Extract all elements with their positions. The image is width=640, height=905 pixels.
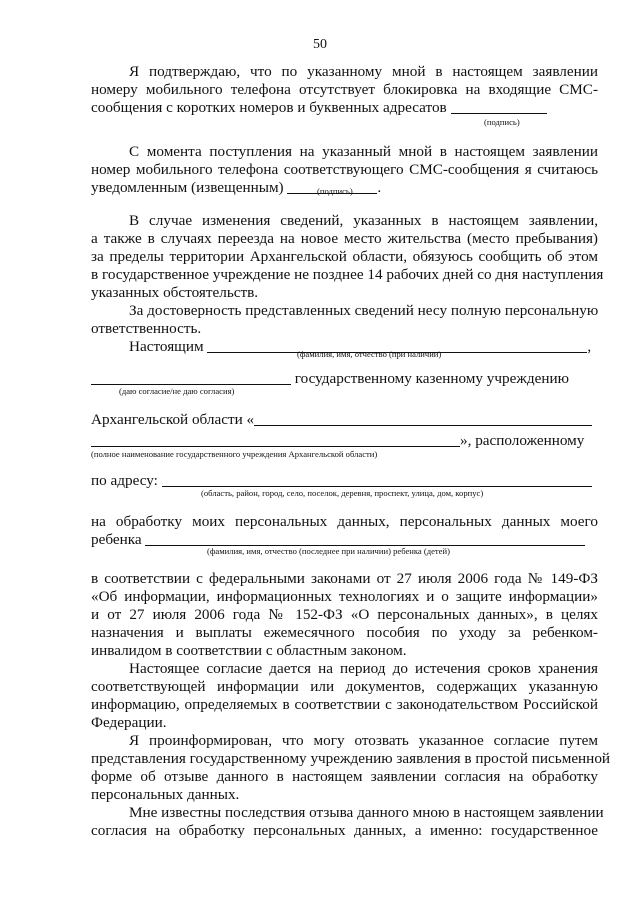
p1-line-1: Я подтверждаю, что по указанному мной в настоящем заявлении — [129, 63, 598, 80]
p6-line-3: информацию, определяемых в соответствии с законодательством Российской — [91, 696, 598, 713]
consent-subject-line: Настоящим , — [129, 338, 592, 355]
gov-label: государственному казенному учреждению — [294, 370, 569, 387]
p8-line-2: согласия на обработку персональных данных, а именно: государственное — [91, 822, 598, 839]
institution-caption: (полное наименование государственного учреждения Архангельской области) — [91, 449, 378, 459]
p8-line-1: Мне известны последствия отзыва данного мною в настоящем заявлении — [129, 804, 604, 821]
p3-line-4: в государственное учреждение не позднее 14 рабочих дней со дня наступления — [91, 266, 604, 283]
p1-line-2: номеру мобильного телефона отсутствует блокировка на входящие СМС- — [91, 81, 598, 98]
page-number: 50 — [313, 37, 327, 52]
p5-line-4: назначения и выплаты ежемесячного пособия по уходу за ребенком- — [91, 624, 598, 641]
p7-line-1: Я проинформирован, что могу отозвать указанное согласие путем — [129, 732, 598, 749]
p5-line-3: и от 27 июля 2006 года № 152-ФЗ «О персональных данных», в целях — [91, 606, 598, 623]
p6-line-2: соответствующей информации или документов, содержащих указанную — [91, 678, 598, 695]
p5-line-5: инвалидом в соответствии с областным законом. — [91, 642, 407, 659]
p7-line-2: представления государственному учреждению заявления в простой письменной — [91, 750, 611, 767]
region-line — [91, 411, 598, 429]
signature-caption-1: (подпись) — [484, 117, 520, 127]
institution-name-field-2[interactable] — [91, 432, 460, 447]
processing-line-1: на обработку моих персональных данных, персональных данных моего — [91, 513, 598, 530]
p1-line-3 — [91, 99, 598, 117]
p3-line-3: за пределы территории Архангельской области, обязуюсь сообщить об этом — [91, 248, 598, 265]
p2-line-3-text: уведомленным (извещенным) — [91, 179, 284, 196]
p3-line-1: В случае изменения сведений, указанных в настоящем заявлении, — [129, 212, 598, 229]
p3-line-2: а также в случаях переезда на новое место жительства (место пребывания) — [91, 230, 598, 247]
nastoyashchim-label: Настоящим — [129, 338, 204, 355]
p6-line-4: Федерации. — [91, 714, 167, 731]
child-caption: (фамилия, имя, отчество (последнее при наличии) ребенка (детей) — [207, 546, 450, 556]
p4-line-1: За достоверность представленных сведений несу полную персональную — [129, 302, 599, 319]
institution-name-field-1[interactable] — [254, 411, 592, 426]
child-label: ребенка — [91, 531, 142, 548]
region-label: Архангельской области « — [91, 411, 255, 428]
signature-field-1[interactable] — [451, 99, 547, 114]
p7-line-3: форме об отзыве данного в настоящем заявлении согласия на обработку — [91, 768, 598, 785]
p5-line-1: в соответствии с федеральными законами от 27 июля 2006 года № 149-ФЗ — [91, 570, 598, 587]
p7-line-4: персональных данных. — [91, 786, 240, 803]
p4-line-2: ответственность. — [91, 320, 202, 337]
consent-choice-field[interactable] — [91, 370, 291, 385]
address-label: по адресу: — [91, 472, 158, 489]
p2-line-3: уведомленным (извещенным) . — [91, 179, 382, 196]
located-label: », расположенному — [460, 432, 585, 449]
child-fio-field[interactable] — [145, 531, 585, 546]
p3-line-5: указанных обстоятельств. — [91, 284, 259, 301]
consent-choice-caption: (даю согласие/не даю согласия) — [119, 386, 235, 396]
fio-caption: (фамилия, имя, отчество (при наличии) — [297, 349, 442, 359]
address-field[interactable] — [162, 472, 592, 487]
p2-line-1: С момента поступления на указанный мной в настоящем заявлении — [129, 143, 598, 160]
p1-line-3-text: сообщения с коротких номеров и буквенных адресатов — [91, 99, 447, 116]
p2-line-2: номер мобильного телефона соответствующего СМС-сообщения я считаюсь — [91, 161, 598, 178]
address-caption: (область, район, город, село, поселок, деревня, проспект, улица, дом, корпус) — [201, 488, 484, 498]
signature-caption-2: (подпись) — [317, 186, 353, 196]
p6-line-1: Настоящее согласие дается на период до истечения сроков хранения — [129, 660, 598, 677]
p5-line-2: «Об информации, информационных технологиях и о защите информации» — [91, 588, 598, 605]
institution-line — [91, 432, 598, 450]
